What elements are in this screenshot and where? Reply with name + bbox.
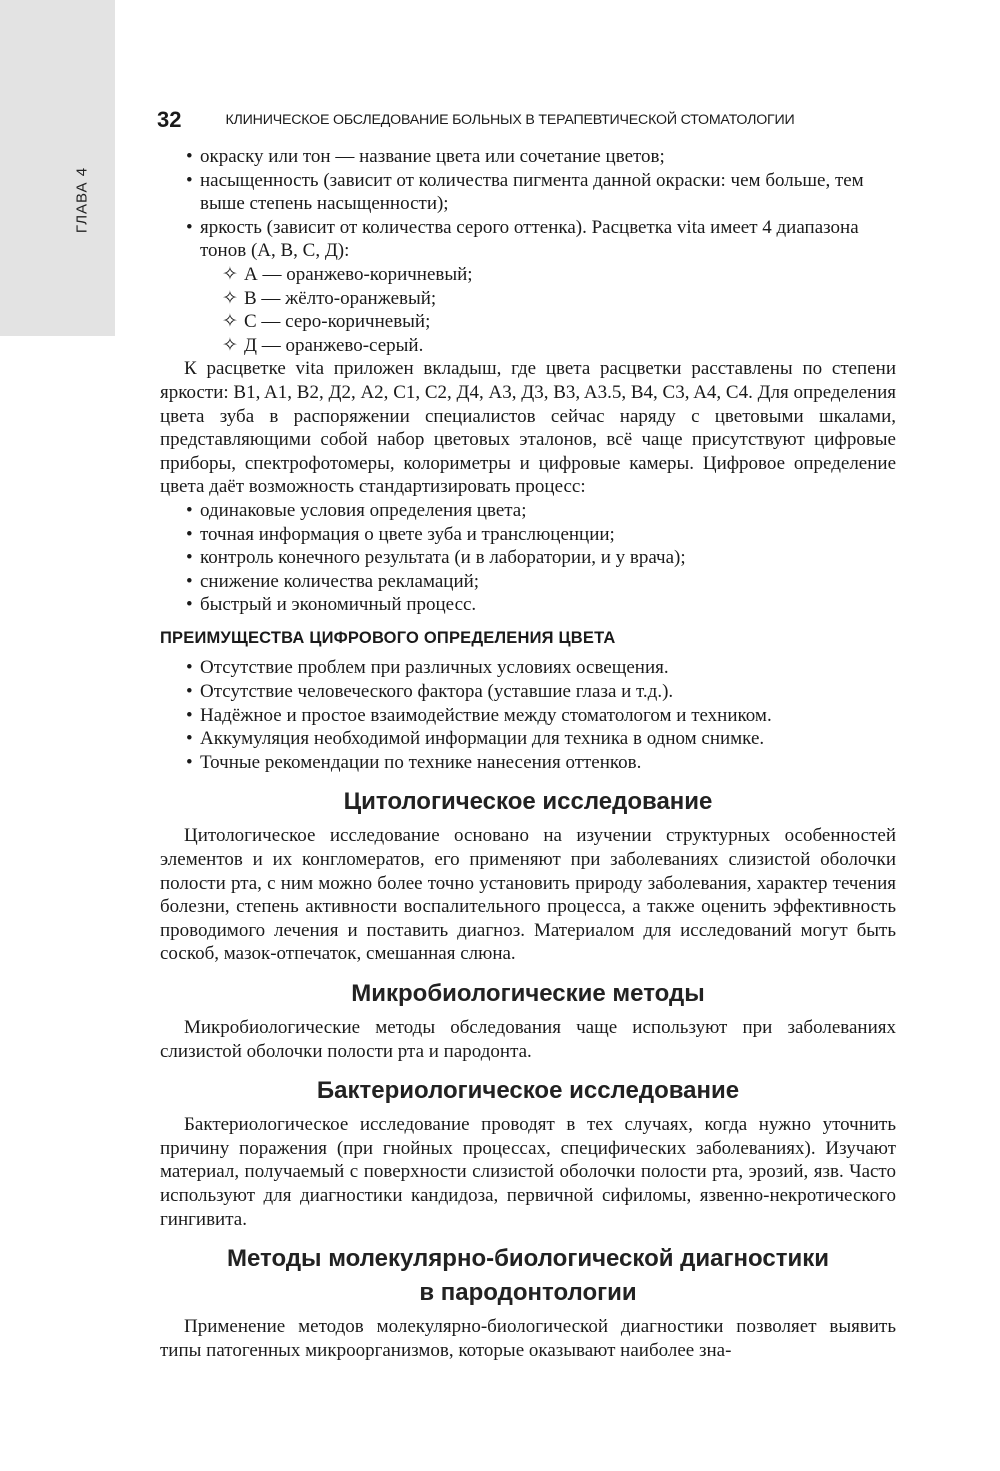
heading-line: Методы молекулярно-биологической диагностики: [227, 1245, 829, 1273]
list-item: • Отсутствие человеческого фактора (уставшие глаза и т.д.).: [160, 680, 896, 704]
list-item: [160, 310, 896, 334]
list-item: • насыщенность (зависит от количества пигмента данной окраски: чем больше, тем выше степень насыщенности);: [160, 169, 896, 216]
list-item: • одинаковые условия определения цвета;: [160, 499, 896, 523]
paragraph-microbiology: Микробиологические методы обследования чаще используют при заболеваниях слизистой оболочки полости рта и пародонта.: [160, 1017, 896, 1062]
list-item: • Аккумуляция необходимой информации для техника в одном снимке.: [160, 727, 896, 751]
paragraph-molecular: Применение методов молекулярно-биологической диагностики позволяет выявить типы патогенных микроорганизмов, которые оказывают наиболее зна-: [160, 1316, 896, 1361]
tone-range-text: С — серо-коричневый;: [244, 311, 431, 333]
section-heading-microbiology: Микробиологические методы: [351, 980, 705, 1007]
list-item: • Надёжное и простое взаимодействие между стоматологом и техником.: [160, 704, 896, 728]
page-content: [160, 145, 896, 1362]
section-heading-cytology: Цитологическое исследование: [343, 788, 713, 816]
advantages-list: [160, 656, 896, 774]
page-header: [157, 106, 897, 134]
section-heading-molecular: [160, 1242, 896, 1310]
tone-range-text: Д — оранжево-серый.: [244, 334, 424, 356]
list-item: • окраску или тон — название цвета или сочетание цветов;: [160, 145, 896, 169]
list-item: [160, 334, 896, 358]
running-title: КЛИНИЧЕСКОЕ ОБСЛЕДОВАНИЕ БОЛЬНЫХ В ТЕРАПЕВТИЧЕСКОЙ СТОМАТОЛОГИИ: [225, 112, 795, 128]
diamond-star-icon: ✧: [222, 311, 238, 333]
chapter-label: ГЛАВА 4: [73, 166, 91, 234]
chapter-side-tab: [0, 0, 115, 336]
paragraph-cytology: Цитологическое исследование основано на изучении структурных особенностей элементов и их конгломератов, его применяют при заболеваниях слизистой оболочки полости рта, с ним можно более точно установить природу заболевания, характер течения болезни, степень активности воспалительного процесса, а также оценить эффективность проводимого лечения и поставить диагноз. Материалом для исследований могут быть соскоб, мазок-отпечаток, смешанная слюна.: [160, 825, 896, 965]
tone-ranges-list: [160, 263, 896, 357]
diamond-star-icon: ✧: [222, 263, 238, 285]
diamond-star-icon: ✧: [222, 334, 238, 356]
page-number: 32: [157, 107, 182, 132]
tone-range-text: А — оранжево-коричневый;: [244, 263, 473, 285]
list-item: • Отсутствие проблем при различных условиях освещения.: [160, 656, 896, 680]
list-item: • яркость (зависит от количества серого оттенка). Расцветка vita имеет 4 диапазона тонов (А, В, С, Д):: [160, 216, 896, 263]
color-params-list: [160, 145, 896, 263]
paragraph-bacteriology: Бактериологическое исследование проводят в тех случаях, когда нужно уточнить причину поражения (при гнойных процессах, специфических заболеваниях). Изучают материал, получаемый с поверхности слизистой оболочки полости рта, эрозий, язв. Часто используют для диагностики кандидоза, первичной сифиломы, язвенно-некротического гингивита.: [160, 1114, 896, 1230]
list-item: • снижение количества рекламаций;: [160, 570, 896, 594]
advantages-heading: ПРЕИМУЩЕСТВА ЦИФРОВОГО ОПРЕДЕЛЕНИЯ ЦВЕТА: [160, 628, 616, 647]
list-item: • Точные рекомендации по технике нанесения оттенков.: [160, 751, 896, 775]
list-item: • быстрый и экономичный процесс.: [160, 593, 896, 617]
standardize-list: [160, 499, 896, 617]
paragraph-vita: К расцветке vita приложен вкладыш, где цвета расцветки расставлены по степени яркости: B1, A1, B2, Д2, A2, C1, C2, Д4, A3, Д3, B3, A3.5, B4, C3, A4, C4. Для определения цвета зуба в распоряжении специалистов сейчас наряду с цветовыми шкалами, представляющими собой набор цветовых эталонов, всё чаще присутствуют цифровые приборы, спектрофотомеры, колориметры и цифровые камеры. Цифровое определение цвета даёт возможность стандартизировать процесс:: [160, 358, 896, 498]
heading-line: в пародонтологии: [419, 1279, 637, 1307]
list-item: [160, 263, 896, 287]
diamond-star-icon: ✧: [222, 287, 238, 309]
list-item: [160, 287, 896, 311]
list-item: • точная информация о цвете зуба и транслюценции;: [160, 523, 896, 547]
tone-range-text: В — жёлто-оранжевый;: [244, 287, 437, 309]
section-heading-bacteriology: Бактериологическое исследование: [316, 1077, 740, 1105]
list-item: • контроль конечного результата (и в лаборатории, и у врача);: [160, 546, 896, 570]
